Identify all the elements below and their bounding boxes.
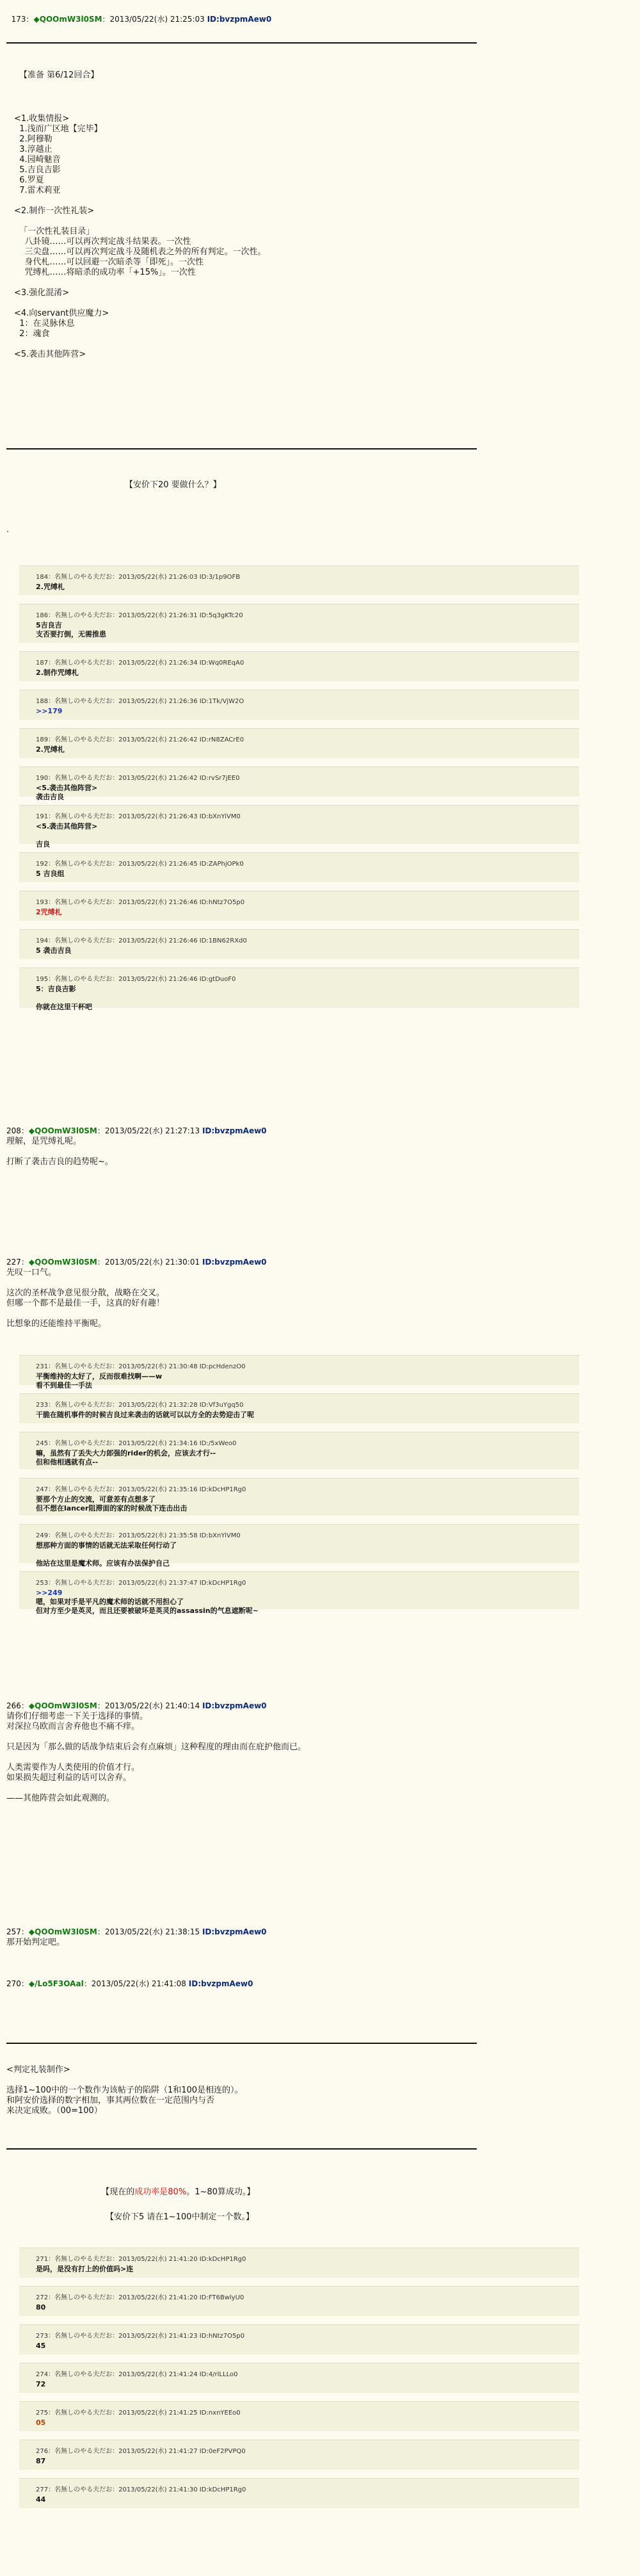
status-line: 3.淳越止 xyxy=(14,145,52,154)
vote-body-line: 5吉良吉 xyxy=(36,621,62,629)
vote-body-line: 嗯，如果对手是平凡的魔术师的话就不用担心了 xyxy=(36,1598,184,1606)
vote-panel xyxy=(19,1524,579,1567)
judge-line: 来决定成败。（00=100） xyxy=(6,2106,102,2116)
vote-panel xyxy=(19,1355,579,1389)
post-line: 只是因为「那么做的话战争结束后会有点麻烦」这种程度的理由而在庇护他而已。 xyxy=(6,1742,307,1752)
vote-header: 276：名無しのやる夫だお：2013/05/22(水) 21:41:27 ID:0eF2PVPQ0 xyxy=(36,2448,246,2455)
post-line: 先叹一口气。 xyxy=(6,1268,57,1277)
vote-body-line: 05 xyxy=(36,2418,46,2427)
post-number: 227： xyxy=(6,1258,29,1267)
vote-header: 249：名無しのやる夫だお：2013/05/22(水) 21:35:58 ID:bXnYiVM0 xyxy=(36,1532,241,1539)
vote-panel xyxy=(19,2324,579,2354)
vote-panel xyxy=(19,2401,579,2431)
vote-header: 190：名無しのやる夫だお：2013/05/22(水) 21:26:42 ID:rvSr7jEE0 xyxy=(36,775,240,782)
vote-body-line: 44 xyxy=(36,2495,46,2504)
vote-header: 272：名無しのやる夫だお：2013/05/22(水) 21:41:20 ID:FT6BwlyU0 xyxy=(36,2294,244,2301)
vote-panel xyxy=(19,690,579,720)
post-line: ——其他阵营会如此观测的。 xyxy=(6,1794,115,1803)
vote-body-line: 想那种方面的事情的话就无法采取任何行动了 xyxy=(36,1541,177,1550)
vote-panel xyxy=(19,1478,579,1516)
post-line: 请你们仔细考虑一下关于选择的事情。 xyxy=(6,1712,148,1721)
vote-body-line: 2咒缚札 xyxy=(36,908,62,916)
dot-mark: . xyxy=(6,525,10,535)
vote-panel xyxy=(19,604,579,643)
vote-panel xyxy=(19,968,579,1011)
post-header xyxy=(6,1979,253,1989)
status-line: 八卦镜……可以再次判定战斗结果表。一次性 xyxy=(14,237,191,247)
status-line: 5.吉良吉影 xyxy=(14,165,61,175)
vote-panel xyxy=(19,2248,579,2278)
judge-prompt: 【安价下5 请在1~100中制定一个数。】 xyxy=(106,2212,254,2222)
vote-panel xyxy=(19,1432,579,1470)
vote-header: 274：名無しのやる夫だお：2013/05/22(水) 21:41:24 ID:4/rlLLLo0 xyxy=(36,2371,238,2378)
post-line: 人类需要作为人类使用的价值才行。 xyxy=(6,1763,140,1772)
vote-body-line: 是吗，是没有打上的价值吗>连 xyxy=(36,2265,134,2273)
turn-title: 【准备 第6/12回合】 xyxy=(19,70,99,80)
vote-body-line: >>179 xyxy=(36,707,63,715)
post-date: ：2013/05/22(水) 21:41:08 xyxy=(83,1979,186,1988)
vote-panel xyxy=(19,891,579,921)
post-line: 比想象的还能维持平衡呢。 xyxy=(6,1319,107,1329)
post-line: 如果损失超过利益的话可以舍弃。 xyxy=(6,1773,132,1783)
vote-header: 245：名無しのやる夫だお：2013/05/22(水) 21:34:16 ID:/5xWeo0 xyxy=(36,1440,237,1447)
vote-body-line: 2.咒缚札 xyxy=(36,745,65,754)
vote-panel xyxy=(19,728,579,758)
judge-line: 和阿安价选择的数字相加，事其两位数在一定范围内与否 xyxy=(6,2096,215,2105)
vote-panel xyxy=(19,929,579,959)
judge-line: <判定礼装制作> xyxy=(6,2065,70,2075)
vote-header: 186：名無しのやる夫だお：2013/05/22(水) 21:26:31 ID:5q3gKTc20 xyxy=(36,612,243,619)
status-line: 6.罗夏 xyxy=(14,175,44,185)
post-date: ：2013/05/22(水) 21:27:13 xyxy=(97,1126,200,1135)
divider xyxy=(6,448,477,450)
post-number: 208： xyxy=(6,1126,29,1135)
post-header xyxy=(6,1257,267,1267)
vote-header: 195：名無しのやる夫だお：2013/05/22(水) 21:26:46 ID:gtDuoF0 xyxy=(36,976,236,983)
vote-header: 275：名無しのやる夫だお：2013/05/22(水) 21:41:25 ID:nxnYEEo0 xyxy=(36,2410,241,2417)
vote-panel xyxy=(19,766,579,801)
poster-name[interactable]: ◆QOOmW3l0SM xyxy=(28,1701,97,1710)
post-header xyxy=(6,1701,267,1711)
poster-id[interactable]: ID:bvzpmAew0 xyxy=(188,1979,253,1988)
vote-header: 189：名無しのやる夫だお：2013/05/22(水) 21:26:42 ID:rN8ZACrE0 xyxy=(36,736,244,743)
vote-body-line: 嘛，虽然有了丢失大力郎强的rider的机会，应该去才行-- xyxy=(36,1449,216,1457)
vote-body-line: 87 xyxy=(36,2457,46,2465)
vote-header: 231：名無しのやる夫だお：2013/05/22(水) 21:30:48 ID:pcHdenzO0 xyxy=(36,1363,246,1370)
status-line: 身代札……可以回避一次暗杀等「即死」。一次性 xyxy=(14,257,204,267)
vote-body-line: <5.袭击其他阵营> xyxy=(36,784,98,792)
status-line: <1.收集情报> xyxy=(14,114,70,124)
divider xyxy=(6,2043,477,2044)
post-line: 对深拉乌欧而言舍弃他也不痛不痒。 xyxy=(6,1722,140,1731)
status-line: <4.向servant供应魔力> xyxy=(14,309,109,318)
status-line: 咒缚札……将暗杀的成功率「+15%」。一次性 xyxy=(14,268,196,277)
poster-name[interactable]: ◆QOOmW3l0SM xyxy=(33,15,102,24)
poster-id[interactable]: ID:bvzpmAew0 xyxy=(202,1258,267,1267)
vote-header: 187：名無しのやる夫だお：2013/05/22(水) 21:26:34 ID:Wq0REqA0 xyxy=(36,660,244,667)
vote-body-line: 2.咒缚札 xyxy=(36,583,65,591)
vote-panel xyxy=(19,1571,579,1615)
post-number: 270： xyxy=(6,1979,29,1988)
vote-header: 191：名無しのやる夫だお：2013/05/22(水) 21:26:43 ID:bXnYiVM0 xyxy=(36,813,241,820)
vote-header: 192：名無しのやる夫だお：2013/05/22(水) 21:26:45 ID:ZAPhjOPk0 xyxy=(36,861,244,868)
vote-body-line: 他站在这里是魔术师。应该有办法保护自己 xyxy=(36,1559,170,1567)
poster-name[interactable]: ◆QOOmW3l0SM xyxy=(28,1927,97,1936)
vote-panel xyxy=(19,805,579,848)
vote-header: 233：名無しのやる夫だお：2013/05/22(水) 21:32:28 ID:Vf3uYgq50 xyxy=(36,1402,244,1409)
post-line: 理解，是咒缚礼呢。 xyxy=(6,1137,82,1146)
vote-panel xyxy=(19,1393,579,1423)
status-line: 「一次性礼装目录」 xyxy=(14,227,95,236)
vote-header: 247：名無しのやる夫だお：2013/05/22(水) 21:35:16 ID:kDcHP1Rg0 xyxy=(36,1486,246,1493)
status-line: 1.浅而广区地【完毕】 xyxy=(14,124,102,134)
status-line: <5.袭击其他阵营> xyxy=(14,350,86,359)
status-line: 7.雷术莉亚 xyxy=(14,186,61,195)
post-line: 打断了袭击吉良的趋势呢~。 xyxy=(6,1157,113,1167)
vote-body-line: 袭击吉良 xyxy=(36,793,64,801)
vote-header: 273：名無しのやる夫だお：2013/05/22(水) 21:41:23 ID:hNtz7O5p0 xyxy=(36,2333,245,2340)
vote-header: 194：名無しのやる夫だお：2013/05/22(水) 21:26:46 ID:1BN62RXd0 xyxy=(36,937,247,944)
vote-body-line: 但不想在lancer阻滞面的家的时候战下连击出击 xyxy=(36,1504,188,1512)
post-line: 这次的圣杯战争意见很分散，战略在交叉。 xyxy=(6,1288,165,1298)
status-line: <2.制作一次性礼装> xyxy=(14,206,95,216)
vote-body-line: 要那个方止的交流，可意差有点想多了 xyxy=(36,1495,156,1503)
vote-body-line: 平衡维持的太好了，反而很难找啊——w xyxy=(36,1372,163,1381)
vote-panel xyxy=(19,2478,579,2508)
vote-body-line: 80 xyxy=(36,2303,46,2312)
vote-header: 271：名無しのやる夫だお：2013/05/22(水) 21:41:20 ID:kDcHP1Rg0 xyxy=(36,2256,246,2263)
poster-id[interactable]: ID:bvzpmAew0 xyxy=(202,1927,267,1936)
post-header xyxy=(6,1927,267,1937)
status-line: <3.强化混淆> xyxy=(14,288,70,298)
post-header xyxy=(6,1126,267,1136)
post-date: ：2013/05/22(水) 21:40:14 xyxy=(97,1701,200,1710)
poster-name[interactable]: ◆QOOmW3l0SM xyxy=(28,1126,97,1135)
vote-panel xyxy=(19,852,579,882)
poster-id[interactable]: ID:bvzpmAew0 xyxy=(202,1126,267,1135)
vote-body-line: 支否要打倒，无需推患 xyxy=(36,630,106,638)
vote-body-line: 5 吉良组 xyxy=(36,870,65,878)
poster-id[interactable]: ID:bvzpmAew0 xyxy=(202,1701,267,1710)
vote-body-line: 45 xyxy=(36,2342,46,2350)
vote-body-line: 吉良 xyxy=(36,840,50,848)
vote-body-line: 72 xyxy=(36,2380,46,2388)
success-rate-line: 【现在的成功率是80%。1~80算成功。】 xyxy=(101,2187,255,2197)
vote-panel xyxy=(19,651,579,681)
status-line: 1：在灵脉休息 xyxy=(14,319,75,328)
post-line: 但哪一个都不是最佳一手，这真的好有趣！ xyxy=(6,1299,165,1308)
post-date: ：2013/05/22(水) 21:30:01 xyxy=(97,1258,200,1267)
vote-body-line: 看不到最佳一手法 xyxy=(36,1381,92,1389)
vote-header: 188：名無しのやる夫だお：2013/05/22(水) 21:26:36 ID:1Tk/VjW2O xyxy=(36,698,244,705)
vote-body-line: 干脆在随机事件的时候吉良过来袭击的话就可以以方全的去势迎击了呢 xyxy=(36,1411,254,1419)
vote-body-line: 5 袭击吉良 xyxy=(36,946,72,955)
status-line: 2：魂食 xyxy=(14,329,50,339)
vote-body-line: <5.袭击其他阵营> xyxy=(36,822,98,830)
vote-body-line: >>249 xyxy=(36,1589,63,1597)
poster-name[interactable]: ◆/Lo5F3OAal xyxy=(28,1979,84,1988)
success-rate: 成功率是80% xyxy=(134,2187,187,2197)
vote-body-line: 5：吉良吉影 xyxy=(36,985,76,993)
vote-panel xyxy=(19,2363,579,2393)
vote-body-line: 但对方至少是英灵，而且还要被破坏是英灵的assassin的气息遮断呢~ xyxy=(36,1607,259,1615)
status-line: 2.阿穆勒 xyxy=(14,134,52,144)
vote-body-line: 你就在这里干杯吧 xyxy=(36,1003,92,1011)
vote-header: 184：名無しのやる夫だお：2013/05/22(水) 21:26:03 ID:3/1p9OFB xyxy=(36,574,241,581)
vote-header: 193：名無しのやる夫だお：2013/05/22(水) 21:26:46 ID:hNtz7O5p0 xyxy=(36,899,245,906)
divider xyxy=(6,2148,477,2150)
post-date: ：2013/05/22(水) 21:38:15 xyxy=(97,1927,200,1936)
vote-header: 253：名無しのやる夫だお：2013/05/22(水) 21:37:47 ID:kDcHP1Rg0 xyxy=(36,1580,246,1587)
post-line: 那开始判定吧。 xyxy=(6,1938,65,1947)
post-number: 257： xyxy=(6,1927,29,1936)
post-number: 266： xyxy=(6,1701,29,1710)
vote-panel xyxy=(19,565,579,595)
vote-panel xyxy=(19,2440,579,2470)
vote-panel xyxy=(19,2286,579,2316)
status-line: 三尖盘……可以再次判定战斗及随机表之外的所有判定。一次性。 xyxy=(14,247,266,257)
vote-body-line: 2.制作咒缚札 xyxy=(36,668,79,677)
divider xyxy=(6,42,477,44)
post-header-173: 173：◆QOOmW3l0SM：2013/05/22(水) 21:25:03 ID:bvzpmAew0 xyxy=(11,15,272,24)
poster-id[interactable]: ID:bvzpmAew0 xyxy=(207,15,272,24)
poster-name[interactable]: ◆QOOmW3l0SM xyxy=(28,1258,97,1267)
vote-prompt: 【安价下20 要做什么？】 xyxy=(125,480,221,490)
vote-header: 277：名無しのやる夫だお：2013/05/22(水) 21:41:30 ID:kDcHP1Rg0 xyxy=(36,2486,246,2493)
vote-body-line: 但和他相遇就有点-- xyxy=(36,1458,99,1466)
judge-line: 选择1~100中的一个数作为该帖子的陷阱（1和100是相连的）。 xyxy=(6,2086,243,2095)
status-line: 4.园崎魅音 xyxy=(14,155,61,165)
